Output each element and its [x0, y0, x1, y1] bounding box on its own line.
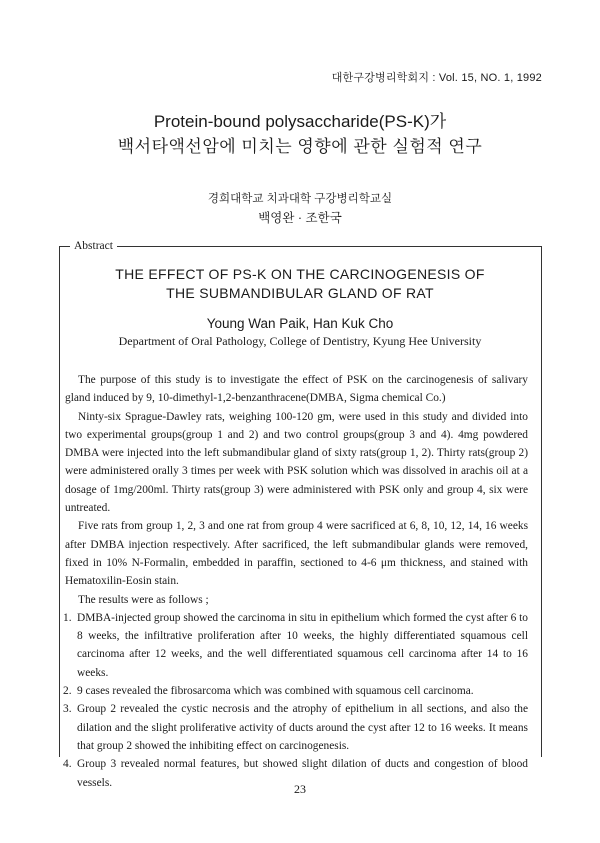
result-text: DMBA-injected group showed the carcinoma in situ in epithelium which formed the cyst after 6 to 8 weeks, the infiltrative proliferation after 10 weeks, the highly differentiated squamous cell carcinoma after 12 weeks, and the well differentiated squamous cell carcinoma after 14 to 16 weeks. [77, 611, 528, 679]
journal-header: 대한구강병리학회지 : Vol. 15, NO. 1, 1992 [331, 72, 542, 84]
page-number: 23 [294, 782, 306, 796]
english-department: Department of Oral Pathology, College of Dentistry, Kyung Hee University [118, 334, 482, 348]
abstract-paragraph: Five rats from group 1, 2, 3 and one rat from group 4 were sacrificed at 6, 8, 10, 12, 14, 16 weeks after DMBA injection respectively. After sacrificed, the left submandibular glands were removed, fixed in 10% N-Formalin, embedded in paraffin, sectioned to 4-6 μm thickness, and stained with Hematoxilin-Eosin stain. [65, 520, 528, 588]
result-number: 2. [63, 685, 72, 698]
abstract-paragraph: The purpose of this study is to investigate the effect of PSK on the carcinogenesis of salivary gland induced by 9, 10-dimethyl-1,2-benzanthracene(DMBA, Sigma chemical Co.) [65, 374, 528, 405]
abstract-paragraph: Ninty-six Sprague-Dawley rats, weighing 100-120 gm, were used in this study and divided into two experimental groups(group 1 and 2) and two control groups(group 3 and 4). 4mg powdered DMBA were injected into the left submandibular gland of sixty rats(group 1, 2). Thirty rats(group 2) were administered orally 3 times per week with PSK solution which was dissolved in arachis oil at a dosage of 1mg/200ml. Thirty rats(group 3) were administered with PSK only and group 4, six were untreated. [65, 410, 528, 515]
result-text: 9 cases revealed the fibrosarcoma which was combined with squamous cell carcinoma. [77, 685, 474, 698]
korean-affiliation: 경희대학교 치과대학 구강병리학교실 [207, 193, 393, 205]
results-intro: The results were as follows ; [78, 593, 209, 606]
english-authors: Young Wan Paik, Han Kuk Cho [206, 316, 394, 331]
english-title-line-2: THE SUBMANDIBULAR GLAND OF RAT [166, 285, 434, 301]
results-list [65, 609, 528, 792]
abstract-label: Abstract [70, 239, 117, 253]
result-number: 1. [63, 611, 72, 624]
result-number: 4. [63, 758, 72, 771]
result-text: Group 2 revealed the cystic necrosis and the atrophy of epithelium in all sections, and also the dilation and the slight proliferative activity of ducts around the cyst after 12 to 16 weeks. It means that group 2 showed the inhibiting effect on carcinogenesis. [77, 703, 528, 752]
english-title [0, 265, 600, 303]
result-item [65, 700, 528, 755]
result-item [65, 682, 528, 700]
result-item [65, 609, 528, 682]
result-number: 3. [63, 703, 72, 716]
korean-authors: 백영완 · 조한국 [258, 211, 342, 225]
english-title-line-1: THE EFFECT OF PS-K ON THE CARCINOGENESIS OF [115, 266, 485, 282]
abstract-body [65, 371, 528, 792]
title-line-2: 백서타액선암에 미치는 영향에 관한 실험적 연구 [117, 137, 483, 156]
korean-title [0, 110, 600, 160]
result-text: Group 3 revealed normal features, but showed slight dilation of ducts and congestion of blood vessels. [77, 758, 528, 789]
title-line-1: Protein-bound polysaccharide(PS-K)가 [153, 112, 447, 131]
